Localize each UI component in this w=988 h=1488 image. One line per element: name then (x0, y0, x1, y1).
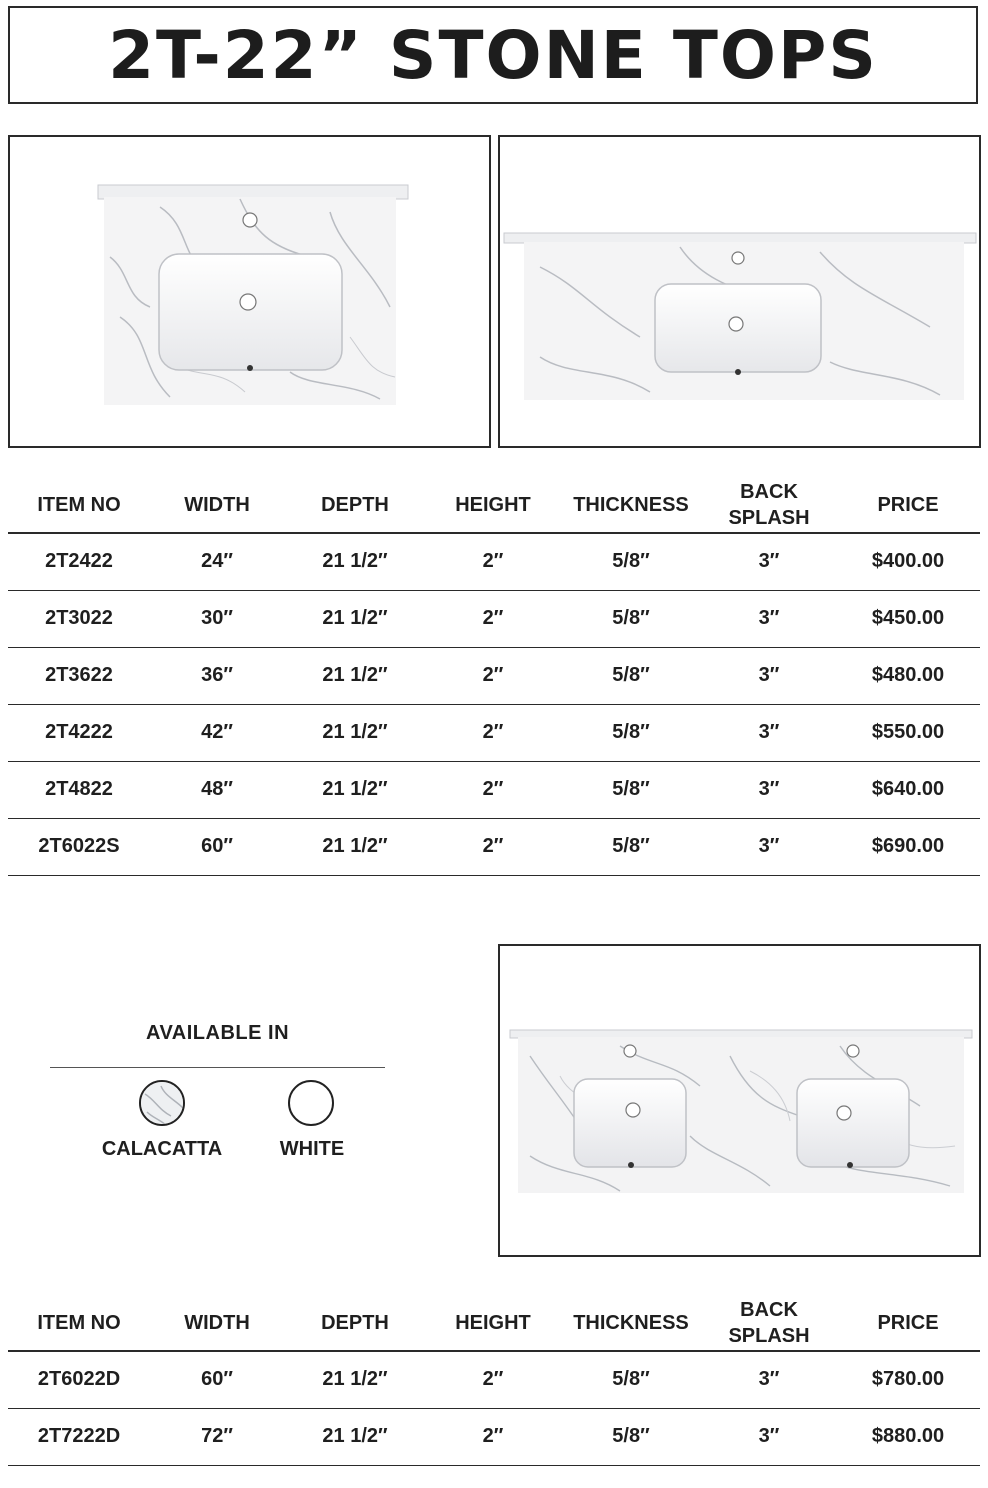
wide-single-sink-top-illustration (500, 137, 983, 450)
price-cell: $780.00 (836, 1351, 980, 1408)
marble-texture-icon (141, 1082, 185, 1126)
col-price: PRICE (836, 478, 980, 533)
col-depth: DEPTH (284, 1296, 426, 1351)
depth-cell: 21 1/2″ (284, 761, 426, 818)
width-cell: 60″ (150, 1351, 284, 1408)
col-width: WIDTH (150, 1296, 284, 1351)
item-no-cell: 2T3022 (8, 590, 150, 647)
available-in-heading: AVAILABLE IN (145, 1022, 290, 1044)
back-splash-cell: 3″ (702, 1408, 836, 1465)
height-cell: 2″ (426, 590, 560, 647)
thickness-cell: 5/8″ (560, 1408, 702, 1465)
height-cell: 2″ (426, 704, 560, 761)
double-sink-spec-table (8, 1296, 980, 1466)
depth-cell: 21 1/2″ (284, 533, 426, 590)
col-thickness: THICKNESS (560, 478, 702, 533)
col-item-no: ITEM NO (8, 478, 150, 533)
depth-cell: 21 1/2″ (284, 1351, 426, 1408)
table-row (8, 818, 980, 875)
col-height: HEIGHT (426, 1296, 560, 1351)
width-cell: 60″ (150, 818, 284, 875)
thickness-cell: 5/8″ (560, 533, 702, 590)
page-title: 2T-22” STONE TOPS (108, 16, 878, 94)
price-cell: $880.00 (836, 1408, 980, 1465)
title-banner (8, 6, 978, 104)
item-no-cell: 2T2422 (8, 533, 150, 590)
height-cell: 2″ (426, 1351, 560, 1408)
item-no-cell: 2T7222D (8, 1408, 150, 1465)
price-cell: $550.00 (836, 704, 980, 761)
price-cell: $480.00 (836, 647, 980, 704)
width-cell: 30″ (150, 590, 284, 647)
table-row (8, 1408, 980, 1465)
depth-cell: 21 1/2″ (284, 704, 426, 761)
col-back-splash: BACK SPLASH (702, 478, 836, 533)
depth-cell: 21 1/2″ (284, 590, 426, 647)
depth-cell: 21 1/2″ (284, 1408, 426, 1465)
item-no-cell: 2T6022S (8, 818, 150, 875)
table-header-row (8, 478, 980, 533)
table-row (8, 761, 980, 818)
swatch-label-calacatta: CALACATTA (101, 1138, 223, 1160)
height-cell: 2″ (426, 533, 560, 590)
white-swatch-icon (288, 1080, 334, 1126)
price-cell: $400.00 (836, 533, 980, 590)
table-row (8, 1351, 980, 1408)
thickness-cell: 5/8″ (560, 704, 702, 761)
single-sink-spec-table (8, 478, 980, 876)
table-row (8, 647, 980, 704)
double-sink-top-illustration (500, 946, 983, 1259)
col-height: HEIGHT (426, 478, 560, 533)
back-splash-cell: 3″ (702, 761, 836, 818)
item-no-cell: 2T4222 (8, 704, 150, 761)
width-cell: 24″ (150, 533, 284, 590)
price-cell: $640.00 (836, 761, 980, 818)
col-depth: DEPTH (284, 478, 426, 533)
col-width: WIDTH (150, 478, 284, 533)
col-back-splash: BACK SPLASH (702, 1296, 836, 1351)
back-splash-cell: 3″ (702, 533, 836, 590)
price-cell: $690.00 (836, 818, 980, 875)
back-splash-cell: 3″ (702, 647, 836, 704)
height-cell: 2″ (426, 818, 560, 875)
product-photo-single-24 (8, 135, 491, 448)
thickness-cell: 5/8″ (560, 647, 702, 704)
product-photo-double-sink (498, 944, 981, 1257)
thickness-cell: 5/8″ (560, 1351, 702, 1408)
product-photo-single-wide (498, 135, 981, 448)
calacatta-swatch-icon (139, 1080, 185, 1126)
table-row (8, 590, 980, 647)
depth-cell: 21 1/2″ (284, 647, 426, 704)
thickness-cell: 5/8″ (560, 761, 702, 818)
back-splash-cell: 3″ (702, 1351, 836, 1408)
item-no-cell: 2T6022D (8, 1351, 150, 1408)
table-row (8, 533, 980, 590)
col-price: PRICE (836, 1296, 980, 1351)
height-cell: 2″ (426, 761, 560, 818)
height-cell: 2″ (426, 647, 560, 704)
width-cell: 48″ (150, 761, 284, 818)
divider (50, 1067, 385, 1068)
col-item-no: ITEM NO (8, 1296, 150, 1351)
depth-cell: 21 1/2″ (284, 818, 426, 875)
item-no-cell: 2T3622 (8, 647, 150, 704)
swatch-label-white: WHITE (279, 1138, 345, 1160)
item-no-cell: 2T4822 (8, 761, 150, 818)
thickness-cell: 5/8″ (560, 818, 702, 875)
height-cell: 2″ (426, 1408, 560, 1465)
width-cell: 42″ (150, 704, 284, 761)
price-cell: $450.00 (836, 590, 980, 647)
width-cell: 36″ (150, 647, 284, 704)
table-row (8, 704, 980, 761)
single-sink-top-illustration (10, 137, 493, 450)
back-splash-cell: 3″ (702, 590, 836, 647)
back-splash-cell: 3″ (702, 704, 836, 761)
thickness-cell: 5/8″ (560, 590, 702, 647)
col-thickness: THICKNESS (560, 1296, 702, 1351)
back-splash-cell: 3″ (702, 818, 836, 875)
width-cell: 72″ (150, 1408, 284, 1465)
table-header-row (8, 1296, 980, 1351)
